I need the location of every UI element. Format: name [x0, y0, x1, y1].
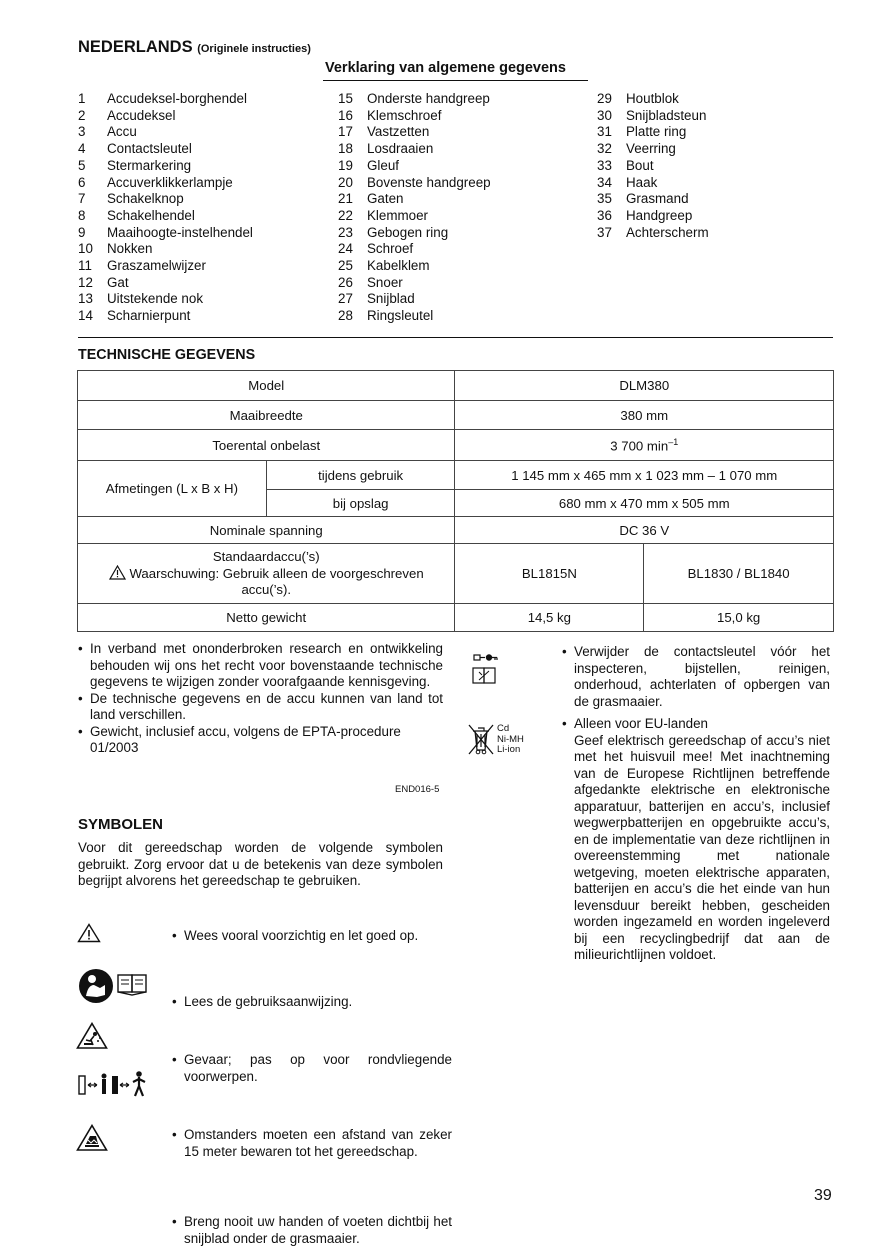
parts-list-column-3	[597, 91, 709, 241]
list-item	[338, 241, 491, 258]
nimh-label: Ni-MH	[497, 733, 524, 745]
part-number: 5	[78, 157, 86, 173]
part-number: 37	[597, 224, 612, 240]
table-row	[78, 604, 834, 632]
table-row	[78, 430, 834, 461]
eu-text: Geef elektrisch gereedschap of accu’s niet met het huisvuil mee! Met inachtneming van de Europese Richtlijnen betreffende afgedankte elektrische en elektronische apparatuur, batterijen en accu’s, inclusief wegwerpbatterijen en opgebruikte accu’s, en de implementatie van deze richtlijnen in overeenstemming met nationale wetgeving, moeten elektrische apparaten, batterijen en accu’s die het einde van hun levensduur bereikt hebben, gescheiden worden ingezameld en worden ingeleverd bij een recyclingbedrijf dat aan de milieurichtlijnen voldoet.	[574, 732, 830, 962]
list-item	[597, 208, 709, 225]
width-label: Maaibreedte	[78, 401, 455, 430]
part-number: 3	[78, 124, 86, 140]
part-name: Losdraaien	[367, 141, 434, 157]
part-name: Houtblok	[626, 91, 679, 106]
list-item	[78, 241, 253, 258]
language-note: (Originele instructies)	[197, 43, 311, 55]
part-number: 27	[338, 291, 353, 307]
part-number: 20	[338, 174, 353, 190]
part-name: Schakelhendel	[107, 207, 195, 223]
part-name: Snoer	[367, 274, 403, 290]
battery-warning-line	[84, 565, 448, 582]
list-item	[338, 308, 491, 325]
part-number: 16	[338, 107, 353, 123]
section-divider	[78, 337, 833, 338]
part-name: Bovenste handgreep	[367, 174, 491, 190]
dim-storage-label: bij opslag	[266, 490, 455, 517]
part-number: 35	[597, 191, 612, 207]
list-item	[338, 275, 491, 292]
spec-table	[77, 370, 834, 632]
tech-heading: TECHNISCHE GEGEVENS	[78, 347, 256, 363]
part-number: 30	[597, 107, 612, 123]
part-name: Handgreep	[626, 207, 693, 223]
parts-list-column-2	[338, 91, 491, 325]
eu-note	[562, 716, 830, 964]
list-item	[78, 124, 253, 141]
parts-list-column-1	[78, 91, 253, 325]
list-item	[597, 124, 709, 141]
table-row	[78, 371, 834, 401]
part-number: 11	[78, 258, 92, 274]
part-number: 36	[597, 207, 612, 223]
part-name: Klemmoer	[367, 207, 429, 223]
weight-label: Netto gewicht	[78, 604, 455, 632]
list-item	[338, 124, 491, 141]
list-item	[78, 208, 253, 225]
part-name: Stermarkering	[107, 157, 192, 173]
list-item	[597, 191, 709, 208]
list-item	[338, 191, 491, 208]
liion-label: Li-ion	[497, 744, 521, 755]
list-item	[78, 108, 253, 125]
part-number: 10	[78, 241, 93, 257]
symbol-text: • Gevaar; pas op voor rondvliegende voorwerpen.	[172, 1052, 452, 1085]
list-item	[338, 158, 491, 175]
part-name: Onderste handgreep	[367, 91, 490, 106]
part-number: 9	[78, 224, 86, 240]
declaration-title: Verklaring van algemene gegevens	[325, 60, 566, 76]
list-item	[78, 258, 253, 275]
list-item	[78, 308, 253, 325]
part-name: Platte ring	[626, 124, 687, 140]
dim-use-label: tijdens gebruik	[266, 461, 455, 490]
part-name: Gebogen ring	[367, 224, 449, 240]
read-manual-icon	[78, 968, 148, 1004]
crossed-bin-icon	[466, 722, 496, 756]
weight-b: 15,0 kg	[644, 604, 834, 632]
list-item	[338, 141, 491, 158]
part-number: 34	[597, 174, 612, 190]
part-name: Achterscherm	[626, 224, 709, 240]
note-item: • In verband met ononderbroken research en ontwikkeling behouden wij ons het recht voor bovenstaande technische gegevens te wijzigen zonder voorafgaande kennisgeving.	[78, 641, 443, 691]
part-name: Veerring	[626, 141, 676, 157]
part-name: Gleuf	[367, 157, 400, 173]
list-item	[597, 225, 709, 242]
warning-icon	[77, 923, 101, 943]
speed-cell	[455, 430, 834, 461]
weight-a: 14,5 kg	[455, 604, 644, 632]
battery-b: BL1830 / BL1840	[644, 544, 834, 604]
dim-label: Afmetingen (L x B x H)	[78, 461, 267, 517]
part-name: Accuverklikkerlampje	[107, 174, 233, 190]
dim-use-value: 1 145 mm x 465 mm x 1 023 mm – 1 070 mm	[455, 461, 834, 490]
page-title	[78, 38, 311, 57]
flying-objects-icon	[76, 1022, 108, 1050]
list-item	[78, 291, 253, 308]
battery-label-2: Waarschuwing: Gebruik alleen de voorgeschreven	[129, 566, 424, 581]
part-name: Schakelknop	[107, 191, 184, 207]
battery-a: BL1815N	[455, 544, 644, 604]
table-row	[78, 461, 834, 490]
list-item	[78, 175, 253, 192]
part-number: 4	[78, 141, 86, 157]
part-number: 33	[597, 157, 612, 173]
part-name: Klemschroef	[367, 107, 442, 123]
part-number: 24	[338, 241, 353, 257]
list-item	[338, 175, 491, 192]
part-number: 2	[78, 107, 86, 123]
part-name: Scharnierpunt	[107, 308, 191, 324]
part-number: 7	[78, 191, 86, 207]
list-item	[338, 225, 491, 242]
symbols-heading: SYMBOLEN	[78, 816, 164, 833]
note-item: • Gewicht, inclusief accu, volgens de EPTA-procedure 01/2003	[78, 724, 443, 757]
symbols-intro: Voor dit gereedschap worden de volgende symbolen gebruikt. Zorg ervoor dat u de betekenis van deze symbolen begrijpt alvorens het gereedschap te gebruiken.	[78, 840, 443, 888]
part-number: 29	[597, 91, 612, 106]
part-name: Graszamelwijzer	[107, 258, 206, 274]
part-number: 12	[78, 274, 93, 290]
declaration-underline	[323, 80, 588, 81]
list-item	[78, 191, 253, 208]
speed-label: Toerental onbelast	[78, 430, 455, 461]
part-name: Snijbladsteun	[626, 107, 707, 123]
part-number: 6	[78, 174, 86, 190]
part-number: 17	[338, 124, 353, 140]
eu-title: • Alleen voor EU-landen	[574, 716, 708, 731]
part-number: 22	[338, 207, 353, 223]
list-item	[78, 141, 253, 158]
cd-label: Cd	[497, 723, 510, 734]
spec-notes	[78, 641, 443, 757]
part-number: 32	[597, 141, 612, 157]
list-item	[597, 158, 709, 175]
table-row	[78, 544, 834, 604]
list-item	[338, 291, 491, 308]
part-name: Contactsleutel	[107, 141, 192, 157]
part-number: 21	[338, 191, 353, 207]
part-name: Maaihoogte-instelhendel	[107, 224, 253, 240]
part-number: 23	[338, 224, 353, 240]
speed-unit-exponent: –1	[668, 436, 679, 447]
table-row	[78, 517, 834, 544]
speed-value: 3 700 min	[610, 438, 669, 454]
part-number: 18	[338, 141, 353, 157]
part-number: 28	[338, 308, 353, 324]
key-note: • Verwijder de contactsleutel vóór het inspecteren, bijstellen, reinigen, onderhoud, achterlaten of opbergen van de grasmaaier.	[562, 644, 830, 710]
warning-icon	[109, 565, 126, 580]
list-item	[338, 108, 491, 125]
part-name: Accudeksel-borghendel	[107, 91, 247, 106]
page-number: 39	[814, 1187, 832, 1204]
language-title: NEDERLANDS	[78, 38, 193, 56]
part-number: 26	[338, 274, 353, 290]
list-item	[597, 91, 709, 108]
list-item	[597, 141, 709, 158]
symbol-text: • Omstanders moeten een afstand van zeker 15 meter bewaren tot het gereedschap.	[172, 1127, 452, 1160]
key-removal-icon	[471, 652, 499, 686]
list-item	[338, 258, 491, 275]
part-name: Haak	[626, 174, 658, 190]
model-label: Model	[78, 371, 455, 401]
right-notes	[562, 644, 830, 964]
part-name: Vastzetten	[367, 124, 430, 140]
part-name: Gaten	[367, 191, 404, 207]
battery-label-cell	[78, 544, 455, 604]
battery-label-3: accu(’s).	[241, 582, 292, 597]
part-name: Snijblad	[367, 291, 415, 307]
list-item	[78, 91, 253, 108]
keep-distance-icon	[78, 1070, 158, 1098]
list-item	[338, 208, 491, 225]
symbol-text: • Wees vooral voorzichtig en let goed op.	[172, 928, 452, 945]
hands-feet-away-icon	[76, 1124, 108, 1152]
part-name: Accudeksel	[107, 107, 176, 123]
part-name: Schroef	[367, 241, 414, 257]
list-item	[78, 158, 253, 175]
part-name: Ringsleutel	[367, 308, 434, 324]
part-name: Grasmand	[626, 191, 689, 207]
part-name: Kabelklem	[367, 258, 430, 274]
list-item	[597, 108, 709, 125]
part-number: 8	[78, 207, 86, 223]
table-row	[78, 401, 834, 430]
part-number: 13	[78, 291, 93, 307]
part-number: 19	[338, 157, 353, 173]
dim-storage-value: 680 mm x 470 mm x 505 mm	[455, 490, 834, 517]
part-number: 31	[597, 124, 612, 140]
battery-chemistry-labels	[497, 724, 524, 756]
list-item	[78, 225, 253, 242]
part-name: Uitstekende nok	[107, 291, 204, 307]
part-name: Accu	[107, 124, 137, 140]
list-item	[78, 275, 253, 292]
part-name: Nokken	[107, 241, 153, 257]
part-number: 25	[338, 258, 353, 274]
voltage-value: DC 36 V	[455, 517, 834, 544]
list-item	[597, 175, 709, 192]
part-number: 15	[338, 91, 353, 106]
width-value: 380 mm	[455, 401, 834, 430]
part-number: 1	[78, 91, 86, 106]
voltage-label: Nominale spanning	[78, 517, 455, 544]
part-name: Gat	[107, 274, 129, 290]
symbol-text: • Lees de gebruiksaanwijzing.	[172, 994, 452, 1011]
list-item	[338, 91, 491, 108]
note-item: • De technische gegevens en de accu kunnen van land tot land verschillen.	[78, 691, 443, 724]
part-number: 14	[78, 308, 93, 324]
part-name: Bout	[626, 157, 654, 173]
model-value: DLM380	[455, 371, 834, 401]
battery-label-1: Standaardaccu(’s)	[212, 549, 320, 564]
symbol-text: • Breng nooit uw handen of voeten dichtbij het snijblad onder de grasmaaier.	[172, 1214, 452, 1247]
end-code: END016-5	[395, 784, 440, 795]
